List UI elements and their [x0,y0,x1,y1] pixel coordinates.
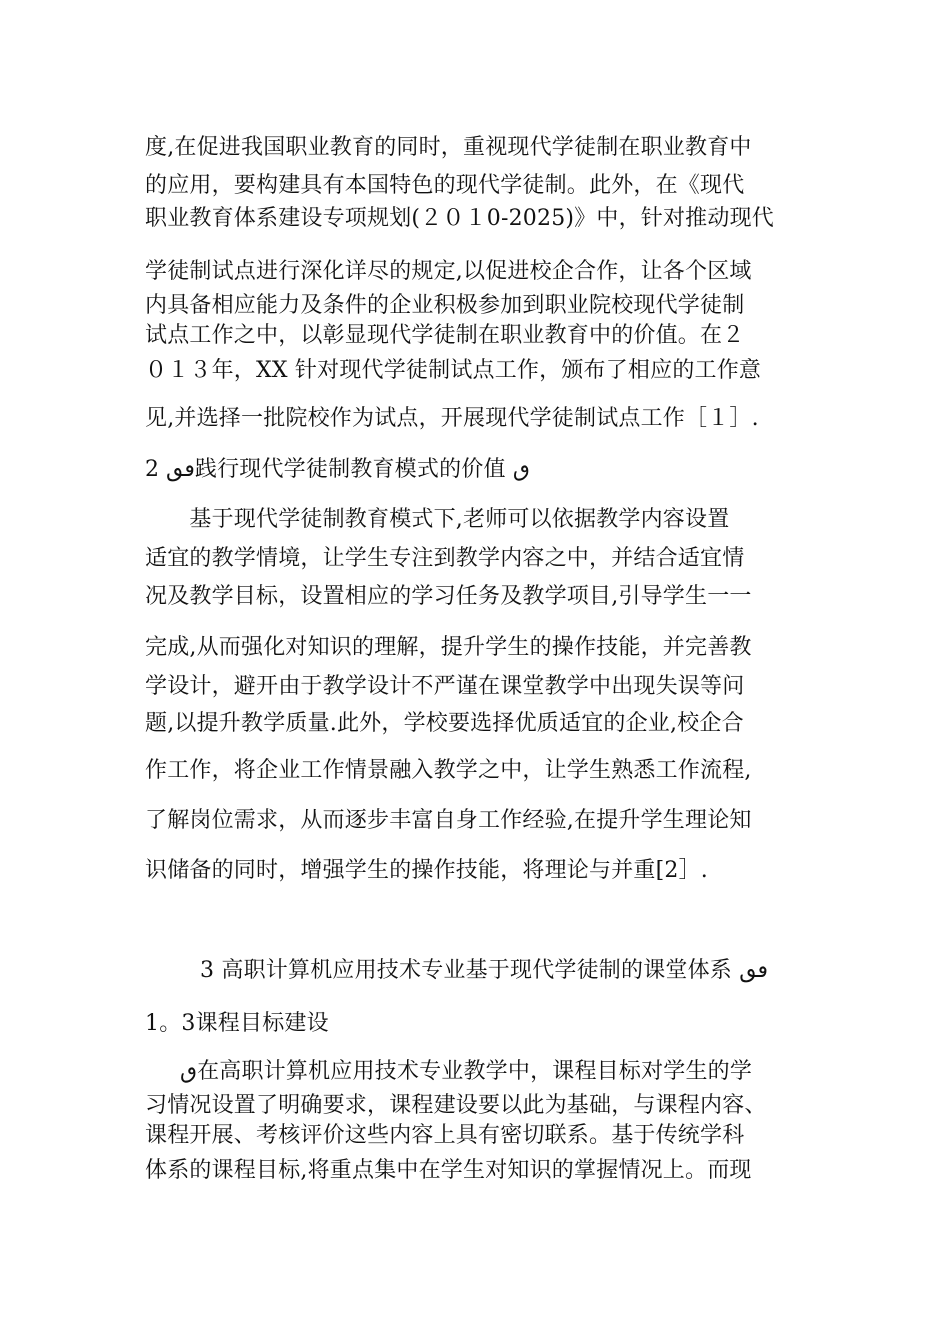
text-line: 度,在促进我国职业教育的同时，重视现代学徒制在职业教育中 [145,135,752,160]
text-line: 作工作，将企业工作情景融入教学之中，让学生熟悉工作流程, [145,758,752,783]
text-line: 职业教育体系建设专项规划(２０１0-2025)》中，针对推动现代 [145,206,774,231]
section-heading: 2 ٯٯ践行现代学徒制教育模式的价值 ٯ [145,457,530,482]
subsection-heading: 1。3课程目标建设 [145,1011,329,1036]
text-line: 题,以提升教学质量.此外，学校要选择优质适宜的企业,校企合 [145,711,744,736]
text-line: 完成,从而强化对知识的理解，提升学生的操作技能，并完善教 [145,635,752,660]
text-line: ０１３年，XX 针对现代学徒制试点工作，颁布了相应的工作意 [145,358,762,383]
text-line: 基于现代学徒制教育模式下,老师可以依据教学内容设置 [145,507,730,532]
text-line: 学设计，避开由于教学设计不严谨在课堂教学中出现失误等问 [145,674,745,699]
text-line: 体系的课程目标,将重点集中在学生对知识的掌握情况上。而现 [145,1158,752,1183]
text-line: 的应用，要构建具有本国特色的现代学徒制。此外，在《现代 [145,173,745,198]
text-line: 识储备的同时，增强学生的操作技能，将理论与并重[2］. [145,858,708,883]
section-heading: 3 高职计算机应用技术专业基于现代学徒制的课堂体系 ٯٯ [200,958,769,983]
text-line: ٯ在高职计算机应用技术专业教学中，课程目标对学生的学 [180,1059,753,1084]
text-line: 学徒制试点进行深化详尽的规定,以促进校企合作，让各个区域 [145,259,752,284]
text-line: 习情况设置了明确要求，课程建设要以此为基础，与课程内容、 [145,1093,767,1118]
text-line: 内具备相应能力及条件的企业积极参加到职业院校现代学徒制 [145,293,745,318]
text-line: 适宜的教学情境，让学生专注到教学内容之中，并结合适宜情 [145,546,745,571]
text-line: 试点工作之中，以彰显现代学徒制在职业教育中的价值。在２ [145,323,745,348]
text-line: 况及教学目标，设置相应的学习任务及教学项目,引导学生一一 [145,584,752,609]
text-line: 见,并选择一批院校作为试点，开展现代学徒制试点工作［１］. [145,406,759,431]
text-line: 了解岗位需求，从而逐步丰富自身工作经验,在提升学生理论知 [145,808,752,833]
text-line: 课程开展、考核评价这些内容上具有密切联系。基于传统学科 [145,1123,745,1148]
